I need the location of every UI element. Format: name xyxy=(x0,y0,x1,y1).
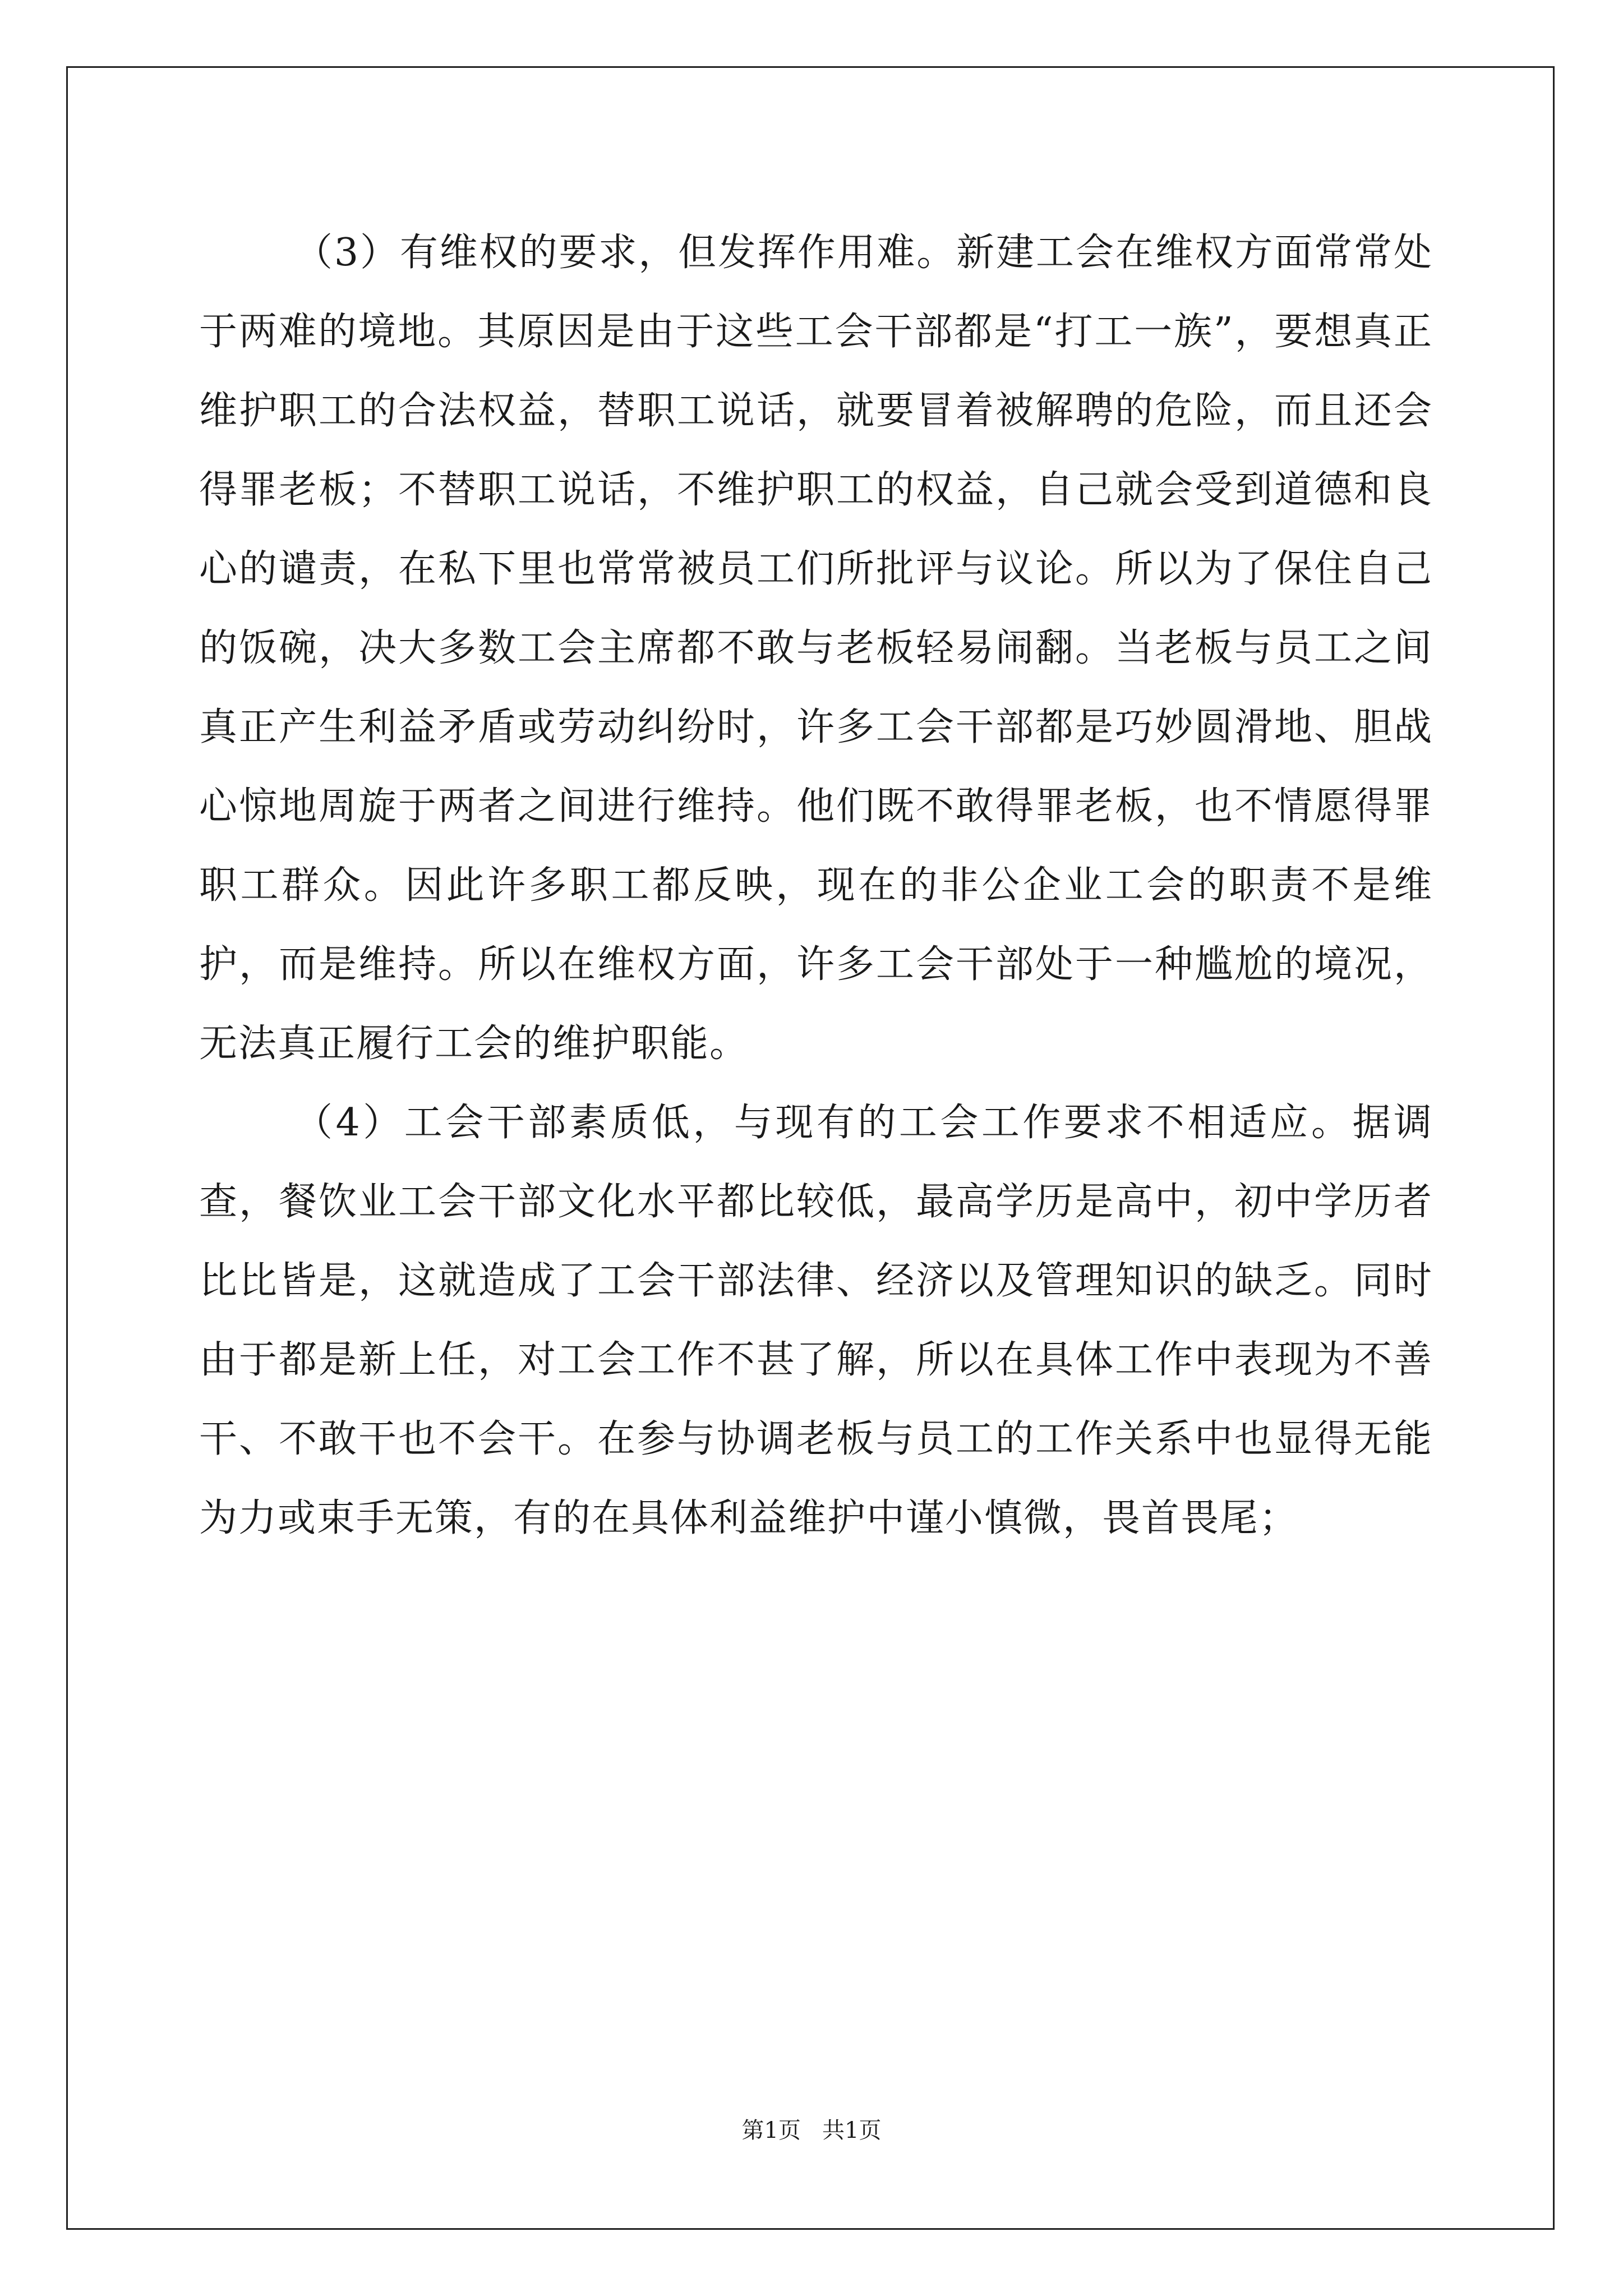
paragraph-4: （4）工会干部素质低，与现有的工会工作要求不相适应。据调查，餐饮业工会干部文化水平都比较低，最高学历是高中，初中学历者比比皆是，这就造成了工会干部法律、经济以及管理知识的缺乏。同时由于都是新上任，对工会工作不甚了解，所以在具体工作中表现为不善干、不敢干也不会干。在参与协调老板与员工的工作关系中也显得无能为力或束手无策，有的在具体利益维护中谨小慎微，畏首畏尾； xyxy=(199,1101,1433,1540)
page-total: 共1页 xyxy=(822,2118,882,2143)
page-number: 第1页 xyxy=(741,2118,801,2143)
page-footer xyxy=(0,2116,1623,2145)
document-body xyxy=(199,213,1433,1558)
paragraph-3: （3）有维权的要求，但发挥作用难。新建工会在维权方面常常处于两难的境地。其原因是由于这些工会干部都是“打工一族”，要想真正维护职工的合法权益，替职工说话，就要冒着被解聘的危险，而且还会得罪老板；不替职工说话，不维护职工的权益，自己就会受到道德和良心的谴责，在私下里也常常被员工们所批评与议论。所以为了保住自己的饭碗，决大多数工会主席都不敢与老板轻易闹翻。当老板与员工之间真正产生利益矛盾或劳动纠纷时，许多工会干部都是巧妙圆滑地、胆战心惊地周旋于两者之间进行维持。他们既不敢得罪老板，也不情愿得罪职工群众。因此许多职工都反映，现在的非公企业工会的职责不是维护，而是维持。所以在维权方面，许多工会干部处于一种尴尬的境况，无法真正履行工会的维护职能。 xyxy=(199,231,1433,1066)
